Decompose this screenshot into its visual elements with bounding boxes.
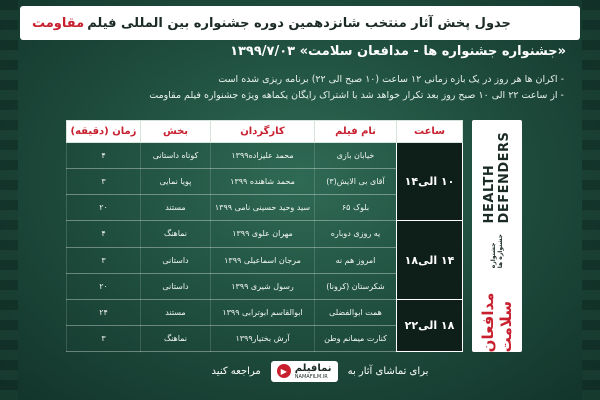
note-line: - اکران ها هر روز در یک بازه زمانی ۱۲ ساعت (۱۰ صبح الی ۲۲) برنامه ریزی شده است	[218, 74, 564, 85]
header-director: کارگردان	[211, 121, 315, 143]
schedule-table	[66, 120, 463, 352]
duration-cell: ۳	[67, 247, 141, 273]
film-cell: خیابان بازی	[315, 143, 397, 169]
section-cell: داستانی	[141, 273, 211, 299]
section-cell: نماهنگ	[141, 325, 211, 351]
table-row	[67, 299, 463, 325]
film-cell: یه روزی دوباره	[315, 221, 397, 247]
director-cell: محمد شاهنده ۱۳۹۹	[211, 169, 315, 195]
duration-cell: ۲۴	[67, 299, 141, 325]
footer-text-after: مراجعه کنید	[211, 365, 261, 377]
banner-english-title: HEALTH DEFENDERS	[482, 131, 512, 224]
play-icon: ▶	[277, 364, 291, 378]
notes	[20, 72, 580, 104]
director-cell: آرش بختیار۱۳۹۹	[211, 325, 315, 351]
logo-text: نمافیلم	[294, 362, 332, 374]
film-cell: امروز هم نه	[315, 247, 397, 273]
director-cell: ابوالقاسم ابوترابی ۱۳۹۹	[211, 299, 315, 325]
section-cell: مستند	[141, 195, 211, 221]
banner-persian-title: مدافعان سلامت	[479, 292, 515, 352]
section-cell: پویا نمایی	[141, 169, 211, 195]
duration-cell: ۳	[67, 169, 141, 195]
table-row	[67, 221, 463, 247]
time-slot: ۱۸ الی۲۲	[397, 299, 463, 351]
header-film: نام فیلم	[315, 121, 397, 143]
page-title: جدول پخش آثار منتخب شانزدهمین دوره جشنواره بین المللی فیلم	[87, 15, 511, 31]
duration-cell: ۲۰	[67, 273, 141, 299]
page-subtitle: «جشنواره جشنواره ها - مدافعان سلامت» ۱۳۹۹/۷/۰۳	[230, 44, 566, 59]
page-title-accent: مقاومت	[32, 15, 85, 31]
director-cell: مرجان اسماعیلی ۱۳۹۹	[211, 247, 315, 273]
duration-cell: ۴	[67, 221, 141, 247]
header-time: ساعت	[397, 121, 463, 143]
header-section: بخش	[141, 121, 211, 143]
table-header-row	[67, 121, 463, 143]
film-cell: شکرستان (کرونا)	[315, 273, 397, 299]
film-cell: آقای بی الایش(۳)	[315, 169, 397, 195]
note-line: - از ساعت ۲۲ الی ۱۰ صبح روز بعد تکرار خواهد شد با اشتراک رایگان یکماهه ویژه جشنواره فیلم مقاومت	[149, 90, 564, 101]
section-cell: کوتاه داستانی	[141, 143, 211, 169]
logo-subtext: NAMAFILM.IR	[294, 373, 328, 380]
banner-small-text: جشنواره جشنواره ها	[490, 234, 504, 269]
footer-text-before: برای تماشای آثار به	[347, 365, 429, 377]
duration-cell: ۳	[67, 325, 141, 351]
header-duration: زمان (دقیقه)	[67, 121, 141, 143]
film-strip-left-decoration	[0, 0, 18, 400]
director-cell: سید وحید حسینی نامی ۱۳۹۹	[211, 195, 315, 221]
film-cell: همت ابوالفضلی	[315, 299, 397, 325]
health-defenders-banner	[472, 120, 522, 352]
film-cell: بلوک ۶۵	[315, 195, 397, 221]
director-cell: مهران علوی ۱۳۹۹	[211, 221, 315, 247]
time-slot: ۱۰ الی۱۴	[397, 143, 463, 221]
namafilm-logo[interactable]	[271, 361, 338, 382]
time-slot: ۱۴ الی۱۸	[397, 221, 463, 299]
schedule-table-wrap	[66, 120, 462, 352]
page-title-bar	[20, 6, 580, 40]
duration-cell: ۴	[67, 143, 141, 169]
film-cell: کنارت میمانم وطن	[315, 325, 397, 351]
section-cell: نماهنگ	[141, 221, 211, 247]
section-cell: داستانی	[141, 247, 211, 273]
table-row	[67, 143, 463, 169]
duration-cell: ۲۰	[67, 195, 141, 221]
director-cell: محمد علیزاده۱۳۹۹	[211, 143, 315, 169]
director-cell: رسول شیری ۱۳۹۹	[211, 273, 315, 299]
film-strip-right-decoration	[582, 0, 600, 400]
section-cell: مستند	[141, 299, 211, 325]
footer	[170, 356, 470, 386]
